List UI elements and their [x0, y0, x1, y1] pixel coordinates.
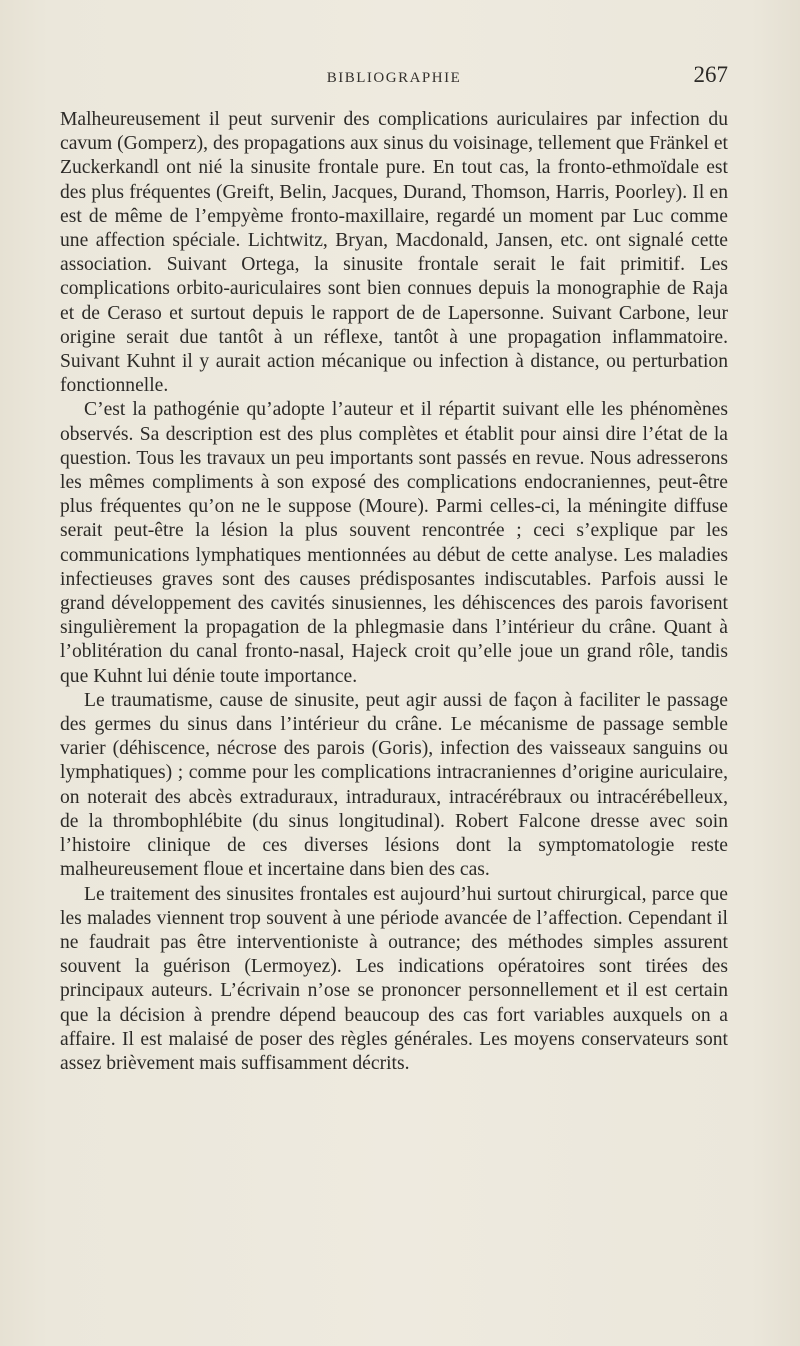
page-header [60, 62, 728, 96]
paragraph: C’est la pathogénie qu’adopte l’auteur et il répartit suivant elle les phénomènes observés. Sa description est des plus complètes et établit pour ainsi dire l’état de la question. Tous les travaux un peu importants sont passés en revue. Nous adresserons les mêmes compliments à son exposé des complications endocraniennes, peut-être plus fréquentes qu’on ne le suppose (Moure). Parmi celles-ci, la méningite diffuse serait peut-être la lésion la plus souvent rencontrée ; ceci s’explique par les communications lymphatiques mentionnées au début de cette analyse. Les maladies infectieuses graves sont des causes prédisposantes indiscutables. Parfois aussi le grand développement des cavités sinusiennes, les déhiscences des parois favorisent singulièrement la propagation de la phlegmasie dans l’intérieur du crâne. Quant à l’oblitération du canal fronto-nasal, Hajeck croit qu’elle joue un grand rôle, tandis que Kuhnt lui dénie toute importance. [60, 399, 728, 687]
running-title: BIBLIOGRAPHIE [326, 70, 462, 86]
paragraph: Le traumatisme, cause de sinusite, peut agir aussi de façon à faciliter le passage des germes du sinus dans l’intérieur du crâne. Le mécanisme de passage semble varier (déhiscence, nécrose des parois (Goris), infection des vaisseaux sanguins ou lymphatiques) ; comme pour les complications intracraniennes d’origine auriculaire, on noterait des abcès extraduraux, intraduraux, intracérébraux ou intracérébelleux, de la thrombophlébite (du sinus longitudinal). Robert Falcone dresse avec soin l’histoire clinique de ces diverses lésions dont la symptomatologie reste malheureusement floue et incertaine dans bien des cas. [60, 689, 728, 881]
paragraph: Le traitement des sinusites frontales est aujourd’hui surtout chirurgical, parce que les malades viennent trop souvent à une période avancée de l’affection. Cependant il ne faudrait pas être interventioniste à outrance; des méthodes simples assurent souvent la guérison (Lermoyez). Les indications opératoires sont tirées des principaux auteurs. L’écrivain n’ose se prononcer personnellement et il est certain que la décision à prendre dépend beaucoup des cas fort variables auxquels on a affaire. Il est malaisé de poser des règles générales. Les moyens conservateurs sont assez brièvement mais suffisamment décrits. [60, 883, 728, 1074]
page-number: 267 [693, 62, 728, 87]
paragraph: Malheureusement il peut survenir des complications auriculaires par infection du cavum (Gomperz), des propagations aux sinus du voisinage, tellement que Fränkel et Zuckerkandl ont nié la sinusite frontale pure. En tout cas, la fronto-ethmoïdale est des plus fréquentes (Greift, Belin, Jacques, Durand, Thomson, Harris, Poorley). Il en est de même de l’empyème fronto-maxillaire, regardé un moment par Luc comme une affection spéciale. Lichtwitz, Bryan, Macdonald, Jansen, etc. ont signalé cette association. Suivant Ortega, la sinusite frontale serait le fait primitif. Les complications orbito-auriculaires sont bien connues depuis la monographie de Raja et de Ceraso et surtout depuis le rapport de de Lapersonne. Suivant Carbone, leur origine serait due tantôt à un réflexe, tantôt à une propagation inflammatoire. Suivant Kuhnt il y aurait action mécanique ou infection à distance, ou perturbation fonctionnelle. [60, 109, 728, 397]
body-text [60, 108, 728, 1076]
